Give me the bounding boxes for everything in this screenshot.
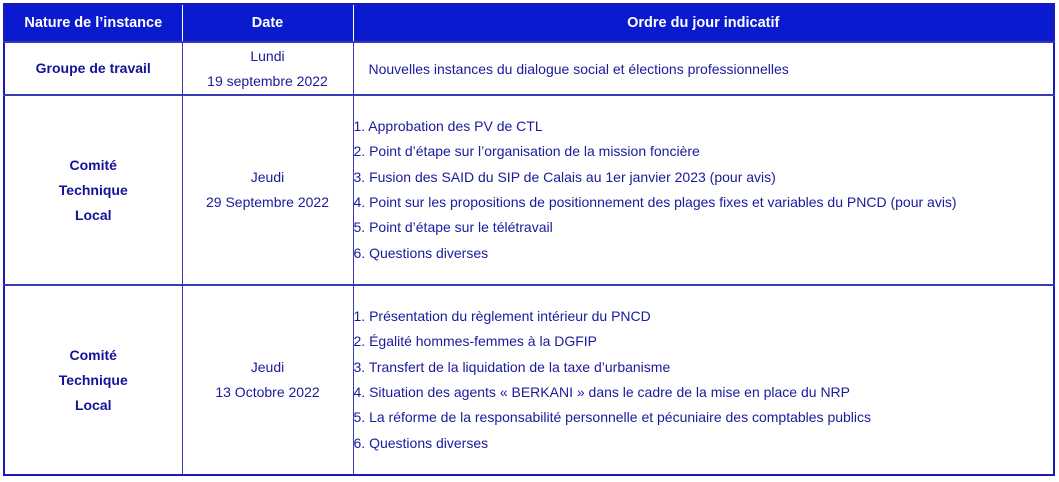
table-row — [4, 285, 1054, 475]
date-cell — [182, 95, 353, 285]
agenda-item: 4. Point sur les propositions de positionnement des plages fixes et variables du PNCD (pour avis) — [353, 194, 957, 210]
nature-label: Technique — [58, 371, 128, 388]
agenda-item: 3. Transfert de la liquidation de la taxe d’urbanisme — [353, 358, 671, 375]
agenda-list — [354, 304, 1054, 456]
agenda-item: 5. La réforme de la responsabilité personnelle et pécuniaire des comptables publics — [353, 409, 872, 426]
agenda-item: 6. Questions diverses — [353, 434, 489, 451]
date-weekday: Jeudi — [250, 169, 285, 185]
nature-cell — [4, 95, 182, 285]
agenda-cell — [353, 42, 1054, 95]
date-weekday: Jeudi — [250, 359, 285, 375]
date-value: 19 septembre 2022 — [207, 72, 328, 89]
meeting-agenda-table — [3, 3, 1055, 476]
agenda-item: 4. Situation des agents « BERKANI » dans le cadre de la mise en place du NRP — [353, 384, 851, 400]
date-value: 29 Septembre 2022 — [206, 194, 329, 210]
header-date: Date — [182, 4, 353, 42]
date-cell — [182, 42, 353, 95]
date-cell — [182, 285, 353, 475]
table-header-row — [4, 4, 1054, 42]
agenda-item: 2. Égalité hommes-femmes à la DGFIP — [353, 333, 598, 350]
header-agenda: Ordre du jour indicatif — [353, 4, 1054, 42]
nature-label: Comité — [69, 156, 117, 173]
agenda-item: Nouvelles instances du dialogue social et élections professionnelles — [368, 60, 789, 77]
nature-label: Comité — [69, 346, 117, 363]
nature-label: Groupe de travail — [35, 60, 151, 76]
table-row — [4, 42, 1054, 95]
agenda-item: 1. Présentation du règlement intérieur du PNCD — [353, 307, 651, 324]
agenda-item: 6. Questions diverses — [353, 244, 489, 261]
agenda-item: 1. Approbation des PV de CTL — [353, 117, 543, 134]
agenda-item: 3. Fusion des SAID du SIP de Calais au 1er janvier 2023 (pour avis) — [353, 168, 776, 185]
nature-cell — [4, 42, 182, 95]
date-value: 13 Octobre 2022 — [215, 384, 320, 400]
agenda-item: 2. Point d’étape sur l’organisation de la mission foncière — [353, 143, 700, 160]
agenda-cell — [353, 285, 1054, 475]
table-row — [4, 95, 1054, 285]
agenda-list — [354, 114, 1054, 266]
nature-label: Technique — [58, 181, 128, 198]
nature-label: Local — [74, 396, 112, 413]
date-weekday: Lundi — [250, 47, 285, 64]
nature-label: Local — [74, 206, 112, 223]
agenda-item: 5. Point d’étape sur le télétravail — [353, 219, 553, 236]
agenda-cell — [353, 95, 1054, 285]
header-nature: Nature de l’instance — [4, 4, 182, 42]
nature-cell — [4, 285, 182, 475]
